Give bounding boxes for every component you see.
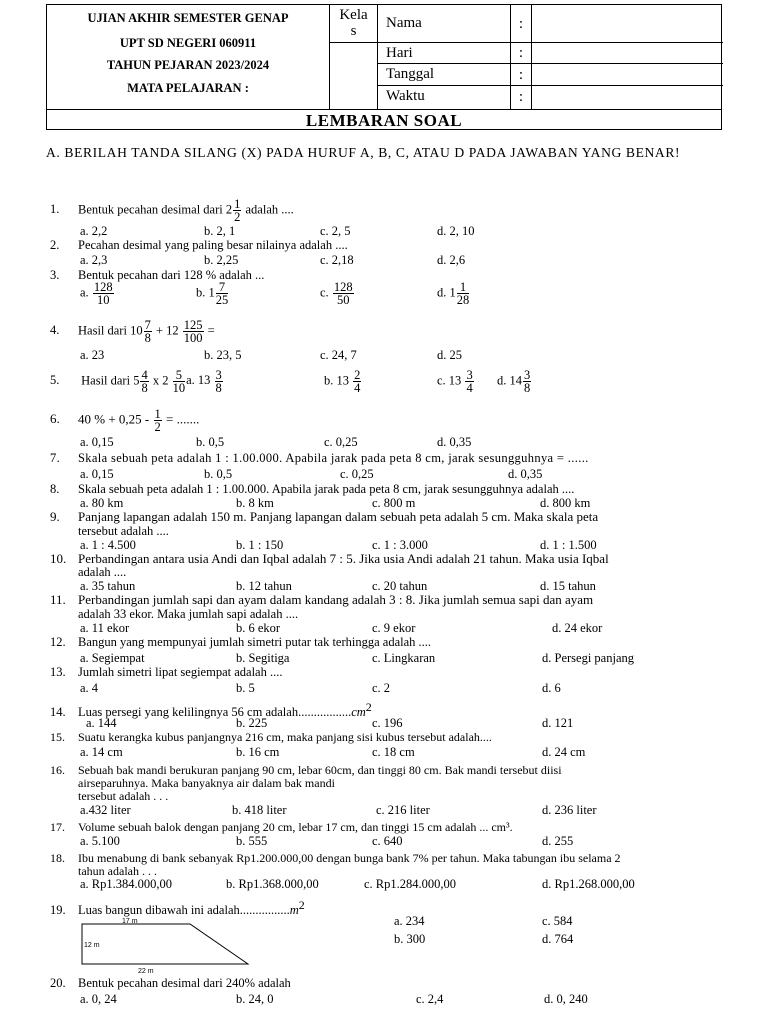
option-10c[interactable]: c. 20 tahun — [372, 579, 428, 593]
option-2c[interactable]: c. 2,18 — [320, 253, 354, 267]
day-label: Hari — [386, 45, 413, 61]
option-3c[interactable]: c. $\frac{128}{50}$ — [320, 280, 353, 307]
question-15: 15. Suatu kerangka kubus panjangnya 216 cm, maka panjang sisi kubus tersebut adalah.... — [50, 730, 492, 744]
question-7: 7. Skala sebuah peta adalah 1 : 1.00.000. Apabila jarak pada peta 8 cm, jarak sesungguhnya = ...... — [50, 451, 589, 465]
question-11-cont: adalah 33 ekor. Maka jumlah sapi adalah .... — [78, 607, 299, 621]
option-15b[interactable]: b. 16 cm — [236, 745, 280, 759]
option-19c[interactable]: c. 584 — [542, 914, 573, 928]
question-17: 17. Volume sebuah balok dengan panjang 20 cm, lebar 17 cm, dan tinggi 15 cm adalah ... cm³. — [50, 820, 513, 834]
option-17c[interactable]: c. 640 — [372, 834, 403, 848]
option-14a[interactable]: a. 144 — [86, 716, 117, 730]
figure-left-label: 12 m — [84, 942, 100, 949]
question-13: 13. Jumlah simetri lipat segiempat adalah .... — [50, 665, 283, 679]
option-5a[interactable]: a. 13 $\frac{3}{8}$ — [186, 368, 222, 395]
option-4b[interactable]: b. 23, 5 — [204, 348, 242, 362]
option-7d[interactable]: d. 0,35 — [508, 467, 543, 481]
option-20d[interactable]: d. 0, 240 — [544, 992, 588, 1006]
school-name: UPT SD NEGERI 060911 — [119, 36, 257, 50]
date-label: Tanggal — [386, 66, 435, 82]
question-16: 16. Sebuah bak mandi berukuran panjang 90 cm, lebar 60cm, dan tinggi 80 cm. Bak mandi tersebut diisi — [50, 763, 562, 777]
option-12c[interactable]: c. Lingkaran — [372, 651, 436, 665]
option-14b[interactable]: b. 225 — [236, 716, 268, 730]
question-10: 10. Perbandingan antara usia Andi dan Iqbal adalah 7 : 5. Jika usia Andi adalah 21 tahun. Maka usia Iqbal — [50, 551, 609, 566]
option-19d[interactable]: d. 764 — [542, 932, 574, 946]
option-16b[interactable]: b. 418 liter — [232, 803, 287, 817]
option-15c[interactable]: c. 18 cm — [372, 745, 415, 759]
figure-bottom-label: 22 m — [138, 968, 154, 974]
question-9: 9. Panjang lapangan adalah 150 m. Panjang lapangan dalam sebuah peta adalah 5 cm. Maka skala peta — [50, 509, 599, 524]
name-label: Nama — [386, 15, 422, 31]
question-8: 8. Skala sebuah peta adalah 1 : 1.00.000. Apabila jarak pada peta 8 cm, jarak sesungguhnya adalah .... — [50, 482, 575, 496]
sheet-title: LEMBARAN SOAL — [47, 109, 721, 131]
question-5: 5. Hasil dari 5 $\frac{4}{8}$ x 2 $\frac{5}{10}$ a. 13 $\frac{3}{8}$ — [50, 368, 222, 395]
option-6d[interactable]: d. 0,35 — [437, 435, 472, 449]
option-18b[interactable]: b. Rp1.368.000,00 — [226, 877, 319, 891]
question-11: 11. Perbandingan jumlah sapi dan ayam dalam kandang adalah 3 : 8. Jika jumlah semua sapi dan ayam — [50, 592, 594, 607]
option-8a[interactable]: a. 80 km — [80, 496, 124, 510]
option-16a[interactable]: a.432 liter — [80, 803, 131, 817]
option-11c[interactable]: c. 9 ekor — [372, 621, 416, 635]
option-20a[interactable]: a. 0, 24 — [80, 992, 117, 1006]
figure-top-label: 17 m — [122, 918, 138, 925]
school-year: TAHUN PEJARAN 2023/2024 — [106, 58, 270, 72]
question-18-cont: tahun adalah . . . — [78, 864, 157, 878]
option-8c[interactable]: c. 800 m — [372, 496, 416, 510]
option-7b[interactable]: b. 0,5 — [204, 467, 233, 481]
question-20: 20. Bentuk pecahan desimal dari 240% adalah — [50, 976, 291, 990]
option-11a[interactable]: a. 11 ekor — [80, 621, 130, 635]
option-13d[interactable]: d. 6 — [542, 681, 561, 695]
option-7a[interactable]: a. 0,15 — [80, 467, 114, 481]
option-10a[interactable]: a. 35 tahun — [80, 579, 136, 593]
day-colon: : — [510, 43, 532, 63]
class-label-1: Kela — [339, 7, 368, 23]
option-7c[interactable]: c. 0,25 — [340, 467, 374, 481]
option-4a[interactable]: a. 23 — [80, 348, 105, 362]
header-table — [46, 4, 722, 130]
option-3d[interactable]: d. 1 $\frac{1}{28}$ — [437, 280, 470, 307]
school-info — [47, 5, 330, 109]
option-18a[interactable]: a. Rp1.384.000,00 — [80, 877, 173, 891]
option-9d[interactable]: d. 1 : 1.500 — [540, 538, 597, 552]
option-12b[interactable]: b. Segitiga — [236, 651, 290, 665]
option-6a[interactable]: a. 0,15 — [80, 435, 114, 449]
option-4c[interactable]: c. 24, 7 — [320, 348, 357, 362]
option-1c[interactable]: c. 2, 5 — [320, 224, 351, 238]
time-label: Waktu — [386, 88, 425, 104]
question-16-cont: airseparuhnya. Maka banyaknya air dalam bak mandi — [78, 776, 335, 790]
date-field[interactable] — [378, 64, 723, 86]
option-13b[interactable]: b. 5 — [236, 681, 255, 695]
option-6b[interactable]: b. 0,5 — [196, 435, 225, 449]
option-12d[interactable]: d. Persegi panjang — [542, 651, 634, 665]
day-field[interactable] — [378, 43, 723, 64]
question-2: 2. Pecahan desimal yang paling besar nilainya adalah .... — [50, 238, 348, 252]
option-9a[interactable]: a. 1 : 4.500 — [80, 538, 136, 552]
option-1d[interactable]: d. 2, 10 — [437, 224, 475, 238]
question-3: 3. Bentuk pecahan dari 128 % adalah ... — [50, 268, 265, 282]
option-12a[interactable]: a. Segiempat — [80, 651, 145, 665]
question-19: 19. Luas bangun dibawah ini $adalah................m^2$ — [50, 898, 305, 918]
date-colon: : — [510, 64, 532, 85]
option-9c[interactable]: c. 1 : 3.000 — [372, 538, 428, 552]
option-3b[interactable]: b. 1 $\frac{7}{25}$ — [196, 280, 229, 307]
option-1b[interactable]: b. 2, 1 — [204, 224, 236, 238]
question-18: 18. Ibu menabung di bank sebanyak Rp1.200.000,00 dengan bunga bank 7% per tahun. Maka tabungan ibu selama 2 — [50, 851, 621, 865]
question-1: 1. Bentuk pecahan desimal dari 2 $\frac{1}{2}$ adalah .... — [50, 197, 294, 224]
option-2b[interactable]: b. 2,25 — [204, 253, 239, 267]
option-9b[interactable]: b. 1 : 150 — [236, 538, 284, 552]
fraction: $\frac{1}{2}$ — [234, 197, 241, 224]
option-13a[interactable]: a. 4 — [80, 681, 99, 695]
question-4: 4. Hasil dari 10 $\frac{7}{8}$ + 12 $\frac{125}{100}$ = — [50, 318, 215, 345]
option-1a[interactable]: a. 2,2 — [80, 224, 108, 238]
option-15d[interactable]: d. 24 cm — [542, 745, 586, 759]
name-field[interactable] — [378, 5, 723, 43]
option-15a[interactable]: a. 14 cm — [80, 745, 123, 759]
option-5b[interactable]: b. 13 $\frac{2}{4}$ — [324, 368, 361, 395]
option-5c[interactable]: c. 13 $\frac{3}{4}$ — [437, 368, 473, 395]
option-20c[interactable]: c. 2,4 — [416, 992, 444, 1006]
option-18d[interactable]: d. Rp1.268.000,00 — [542, 877, 635, 891]
option-10b[interactable]: b. 12 tahun — [236, 579, 292, 593]
question-14: 14. Luas persegi yang kelilingnya 56 cm $adalah.................cm^2$ — [50, 700, 372, 720]
class-label-2: s — [350, 23, 357, 39]
option-5d[interactable]: d. 14 $\frac{3}{8}$ — [497, 368, 531, 395]
option-19a[interactable]: a. 234 — [394, 914, 425, 928]
instruction: A. BERILAH TANDA SILANG (X) PADA HURUF A, B, C, ATAU D PADA JAWABAN YANG BENAR! — [46, 145, 681, 160]
option-14d[interactable]: d. 121 — [542, 716, 574, 730]
option-11b[interactable]: b. 6 ekor — [236, 621, 281, 635]
option-20b[interactable]: b. 24, 0 — [236, 992, 274, 1006]
time-colon: : — [510, 86, 532, 109]
exam-title: UJIAN AKHIR SEMESTER GENAP — [87, 11, 289, 25]
option-6c[interactable]: c. 0,25 — [324, 435, 358, 449]
trapezoid-shape — [82, 924, 248, 964]
option-16d[interactable]: d. 236 liter — [542, 803, 597, 817]
question-16-cont2: tersebut adalah . . . — [78, 789, 169, 803]
option-13c[interactable]: c. 2 — [372, 681, 391, 695]
option-14c[interactable]: c. 196 — [372, 716, 403, 730]
option-17b[interactable]: b. 555 — [236, 834, 268, 848]
class-cell — [330, 5, 378, 109]
option-10d[interactable]: d. 15 tahun — [540, 579, 596, 593]
question-6: 6. 40 % + 0,25 - $\frac{1}{2}$ = ....... — [50, 407, 200, 434]
option-8b[interactable]: b. 8 km — [236, 496, 274, 510]
question-9-cont: tersebut adalah .... — [78, 524, 169, 538]
option-16c[interactable]: c. 216 liter — [376, 803, 430, 817]
option-18c[interactable]: c. Rp1.284.000,00 — [364, 877, 457, 891]
question-12: 12. Bangun yang mempunyai jumlah simetri putar tak terhingga adalah .... — [50, 635, 432, 649]
question-10-cont: adalah .... — [78, 565, 127, 579]
time-field[interactable] — [378, 86, 723, 109]
name-colon: : — [510, 5, 532, 42]
option-17a[interactable]: a. 5.100 — [80, 834, 120, 848]
option-17d[interactable]: d. 255 — [542, 834, 574, 848]
option-11d[interactable]: d. 24 ekor — [552, 621, 603, 635]
option-19b[interactable]: b. 300 — [394, 932, 426, 946]
option-3a[interactable]: a. $\frac{128}{10}$ — [80, 280, 113, 307]
trapezoid-figure — [80, 918, 260, 974]
option-2a[interactable]: a. 2,3 — [80, 253, 108, 267]
option-4d[interactable]: d. 25 — [437, 348, 462, 362]
subject-label: MATA PELAJARAN : — [127, 81, 249, 95]
option-2d[interactable]: d. 2,6 — [437, 253, 466, 267]
option-8d[interactable]: d. 800 km — [540, 496, 591, 510]
